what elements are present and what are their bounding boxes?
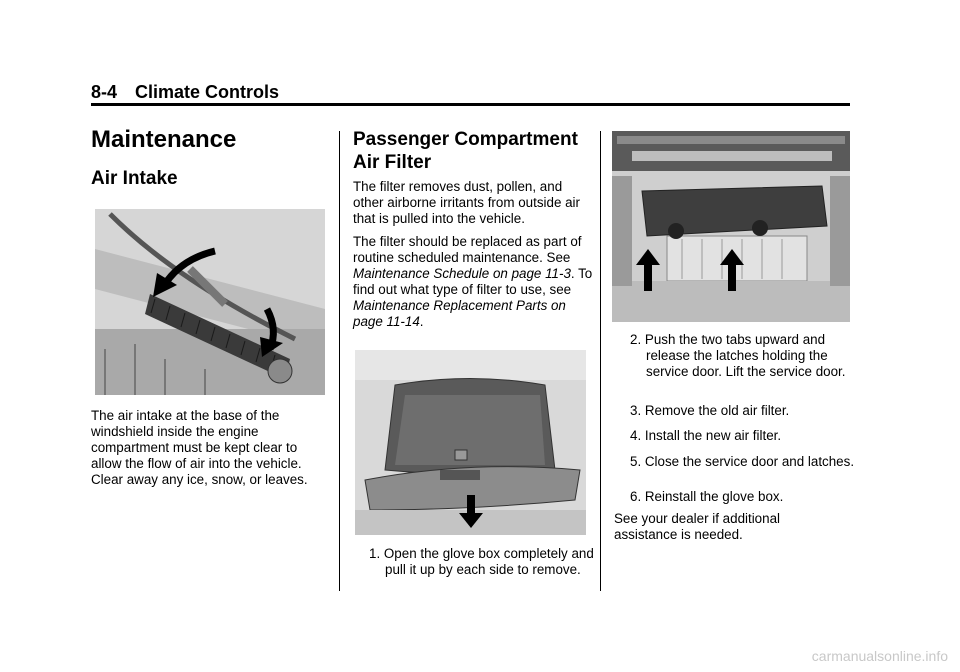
step-1: 1. Open the glove box completely and pull it up by each side to remove. xyxy=(369,546,594,577)
header-rule xyxy=(91,103,850,106)
step-2: 2. Push the two tabs upward and release the latches holding the service door. Lift the service door. xyxy=(630,332,846,379)
column-divider-2 xyxy=(600,131,601,591)
section-heading-maintenance: Maintenance xyxy=(91,126,237,153)
service-door-figure xyxy=(612,131,850,322)
heading-air-filter: Passenger Compartment Air Filter xyxy=(353,129,578,173)
replace-text-a: The filter should be replaced as part of routine scheduled maintenance. See xyxy=(353,234,582,265)
service-door-illustration xyxy=(612,131,850,322)
page-number: 8-4 xyxy=(91,82,118,102)
chapter-title: Climate Controls xyxy=(135,82,280,102)
glove-box-figure xyxy=(355,350,586,535)
replacement-parts-link[interactable]: Maintenance Replacement Parts on page 11-14 xyxy=(353,298,566,329)
step-4: 4. Install the new air filter. xyxy=(630,428,782,443)
maintenance-schedule-link[interactable]: Maintenance Schedule on page 11-3 xyxy=(353,266,571,281)
step-6: 6. Reinstall the glove box. xyxy=(630,489,784,504)
replace-text-c: . xyxy=(419,314,424,329)
glove-box-illustration xyxy=(355,350,586,535)
subheading-air-intake: Air Intake xyxy=(91,168,178,189)
column-divider-1 xyxy=(339,131,340,591)
watermark: carmanualsonline.info xyxy=(811,648,948,664)
air-intake-figure xyxy=(95,209,325,395)
filter-intro-paragraph: The filter removes dust, pollen, and other airborne irritants from outside air that is pulled into the vehicle. xyxy=(353,179,580,226)
filter-replace-paragraph xyxy=(353,234,593,330)
page-header xyxy=(91,82,279,103)
dealer-paragraph: See your dealer if additional assistance is needed. xyxy=(614,511,781,542)
air-intake-illustration xyxy=(95,209,325,395)
replace-text-b: . To find out what type of filter to use, see xyxy=(353,266,593,297)
air-intake-paragraph: The air intake at the base of the windshield inside the engine compartment must be kept clear to allow the flow of air into the vehicle. Clear away any ice, snow, or leaves. xyxy=(91,408,308,487)
step-3: 3. Remove the old air filter. xyxy=(630,403,790,418)
step-5: 5. Close the service door and latches. xyxy=(630,454,855,469)
